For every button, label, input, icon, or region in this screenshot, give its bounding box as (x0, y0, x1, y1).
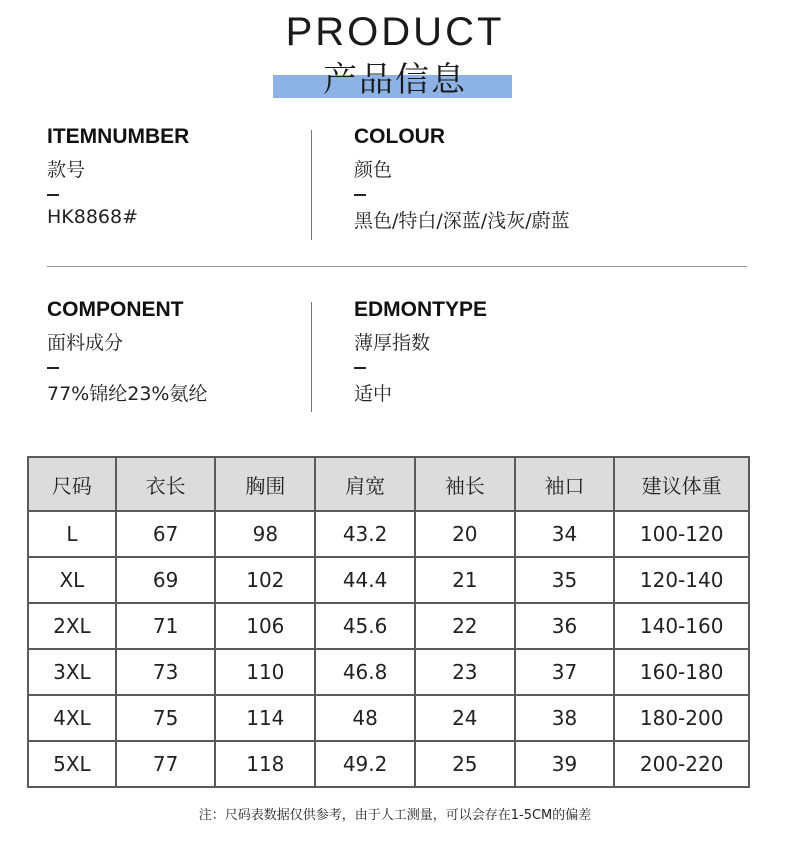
table-cell: 35 (515, 557, 615, 603)
component-value: 77%锦纶23%氨纶 (47, 383, 208, 405)
table-cell: 106 (215, 603, 315, 649)
info-item-number (47, 125, 189, 228)
table-cell: 69 (116, 557, 216, 603)
table-cell: 44.4 (315, 557, 415, 603)
item-number-value: HK8868# (47, 206, 139, 228)
table-cell: 20 (415, 511, 515, 557)
header-cell-weight: 建议体重 (614, 457, 749, 511)
table-row (28, 511, 749, 557)
column-divider (311, 130, 312, 240)
size-disclaimer-note: 注：尺码表数据仅供参考，由于人工测量，可以会存在1-5CM的偏差 (198, 808, 592, 823)
table-cell: 34 (515, 511, 615, 557)
table-cell: 67 (116, 511, 216, 557)
info-component (47, 298, 207, 406)
edmontype-label-en: EDMONTYPE (354, 298, 488, 321)
info-colour (354, 125, 570, 233)
component-label-cn: 面料成分 (47, 332, 124, 354)
table-cell: 75 (116, 695, 216, 741)
table-cell: 24 (415, 695, 515, 741)
table-cell: 45.6 (315, 603, 415, 649)
table-cell: 39 (515, 741, 615, 787)
table-cell: 4XL (28, 695, 116, 741)
edmontype-value: 适中 (354, 383, 393, 405)
colour-label-en: COLOUR (354, 125, 445, 148)
header-cell-chest: 胸围 (215, 457, 315, 511)
header-cell-sleeve-length: 袖长 (415, 457, 515, 511)
colour-label-cn: 颜色 (354, 159, 393, 181)
table-cell: XL (28, 557, 116, 603)
table-cell: 36 (515, 603, 615, 649)
table-row (28, 741, 749, 787)
table-cell: 22 (415, 603, 515, 649)
table-cell: 71 (116, 603, 216, 649)
product-header (0, 0, 790, 110)
table-cell: 5XL (28, 741, 116, 787)
dash-divider (47, 194, 59, 196)
edmontype-label-cn: 薄厚指数 (354, 332, 431, 354)
header-cell-shoulder: 肩宽 (315, 457, 415, 511)
table-cell: 160-180 (614, 649, 749, 695)
table-cell: 98 (215, 511, 315, 557)
table-cell: 140-160 (614, 603, 749, 649)
table-cell: 73 (116, 649, 216, 695)
header-cell-length: 衣长 (116, 457, 216, 511)
table-cell: 100-120 (614, 511, 749, 557)
table-row (28, 603, 749, 649)
table-row (28, 557, 749, 603)
table-cell: 23 (415, 649, 515, 695)
item-number-label-cn: 款号 (47, 159, 86, 181)
component-label-en: COMPONENT (47, 298, 184, 321)
dash-divider (47, 367, 59, 369)
size-table (27, 456, 750, 788)
table-cell: 102 (215, 557, 315, 603)
table-row (28, 695, 749, 741)
table-cell: 46.8 (315, 649, 415, 695)
table-cell: 3XL (28, 649, 116, 695)
table-cell: 37 (515, 649, 615, 695)
dash-divider (354, 194, 366, 196)
table-cell: 114 (215, 695, 315, 741)
table-cell: 118 (215, 741, 315, 787)
column-divider (311, 302, 312, 412)
info-edmontype (354, 298, 487, 406)
item-number-label-en: ITEMNUMBER (47, 125, 190, 148)
table-cell: 180-200 (614, 695, 749, 741)
header-cell-size: 尺码 (28, 457, 116, 511)
table-row (28, 649, 749, 695)
table-cell: 110 (215, 649, 315, 695)
table-cell: 25 (415, 741, 515, 787)
header-title-cn: 产品信息 (323, 60, 467, 100)
table-cell: 48 (315, 695, 415, 741)
table-cell: 2XL (28, 603, 116, 649)
table-cell: 200-220 (614, 741, 749, 787)
table-cell: 77 (116, 741, 216, 787)
header-cell-cuff: 袖口 (515, 457, 615, 511)
colour-value: 黑色/特白/深蓝/浅灰/蔚蓝 (354, 210, 570, 232)
table-cell: 120-140 (614, 557, 749, 603)
table-cell: 38 (515, 695, 615, 741)
dash-divider (354, 367, 366, 369)
header-title-en: PRODUCT (285, 10, 505, 54)
table-header-row (28, 457, 749, 511)
table-cell: 43.2 (315, 511, 415, 557)
table-cell: 21 (415, 557, 515, 603)
table-cell: 49.2 (315, 741, 415, 787)
table-cell: L (28, 511, 116, 557)
row-divider (47, 266, 747, 267)
